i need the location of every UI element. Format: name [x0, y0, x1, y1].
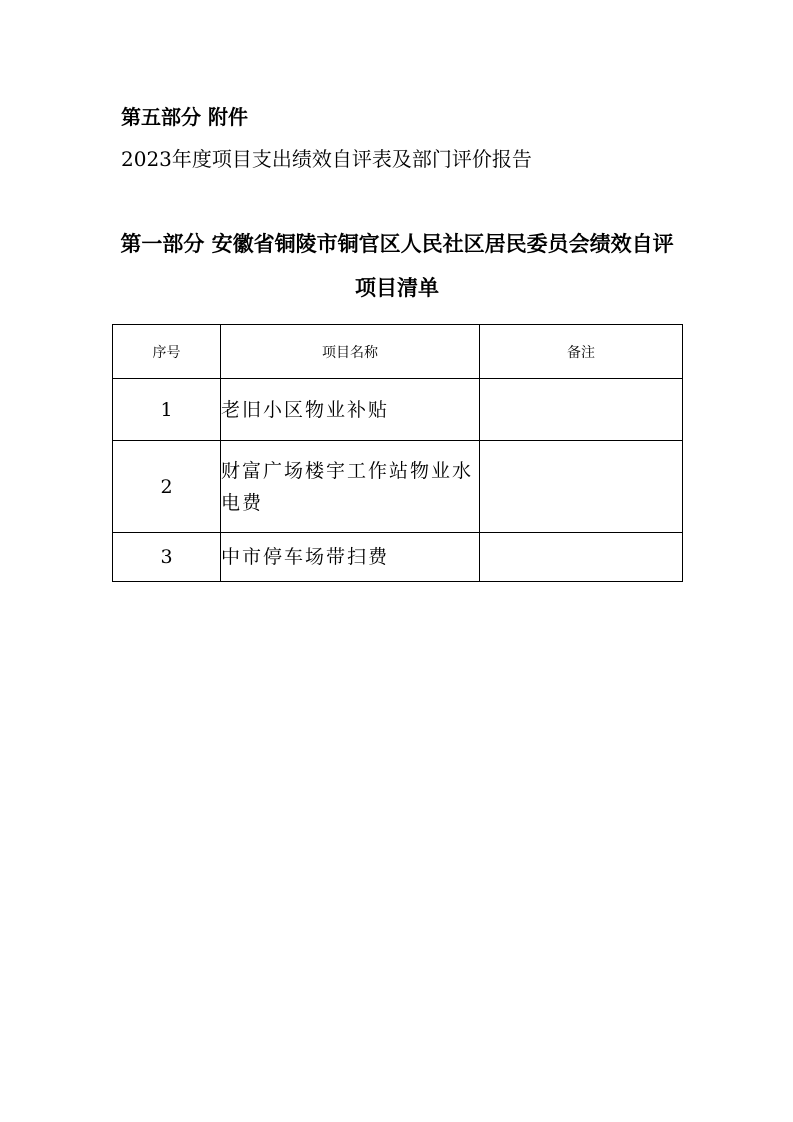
header-note: 备注	[480, 325, 683, 379]
row-project-name: 财富广场楼宇工作站物业水电费	[221, 441, 480, 533]
row-project-name: 中市停车场带扫费	[221, 533, 480, 582]
section-subtitle: 2023年度项目支出绩效自评表及部门评价报告	[121, 147, 532, 171]
row-note	[480, 441, 683, 533]
row-index: 1	[113, 379, 221, 441]
section-heading: 第五部分 附件	[121, 105, 248, 129]
row-note	[480, 533, 683, 582]
row-note	[480, 379, 683, 441]
table-row	[113, 441, 683, 533]
header-index: 序号	[113, 325, 221, 379]
row-project-name: 老旧小区物业补贴	[221, 379, 480, 441]
row-index: 2	[113, 441, 221, 533]
document-title: 第一部分 安徽省铜陵市铜官区人民社区居民委员会绩效自评项目清单	[120, 232, 674, 300]
header-project-name: 项目名称	[221, 325, 480, 379]
table-row	[113, 379, 683, 441]
table-header-row	[113, 325, 683, 379]
row-index: 3	[113, 533, 221, 582]
table-row	[113, 533, 683, 582]
project-list-table	[112, 324, 683, 582]
